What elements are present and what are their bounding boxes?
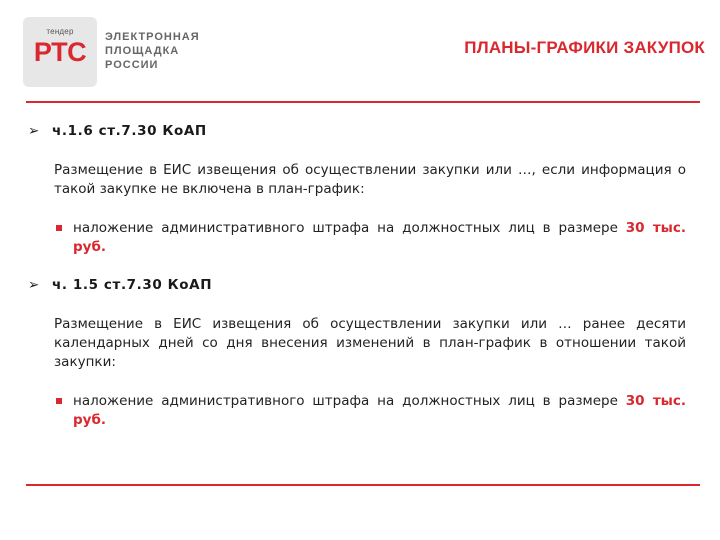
section-paragraph: Размещение в ЕИС извещения об осуществлении закупки или … ранее десяти календарных дней со дня внесения изменений в план-график в отношении такой закупки: bbox=[54, 316, 686, 370]
penalty-bullet bbox=[54, 392, 686, 430]
page-title: ПЛАНЫ-ГРАФИКИ ЗАКУПОК bbox=[464, 38, 705, 57]
section-paragraph: Размещение в ЕИС извещения об осуществлении закупки или …, если информация о такой закупке не включена в план-график: bbox=[54, 162, 686, 197]
arrow-bullet-icon: ➢ bbox=[28, 277, 40, 293]
rts-logo bbox=[23, 17, 97, 87]
logo-caption-line: ПЛОЩАДКА bbox=[105, 45, 180, 57]
section-heading bbox=[28, 277, 212, 293]
logo-caption-line: РОССИИ bbox=[105, 59, 159, 71]
penalty-text: наложение административного штрафа на должностных лиц в размере bbox=[73, 393, 626, 409]
square-bullet-icon bbox=[56, 398, 62, 404]
logo-caption-line: ЭЛЕКТРОННАЯ bbox=[105, 31, 200, 43]
penalty-amount: 30 тыс. руб. bbox=[73, 393, 686, 428]
bottom-divider bbox=[26, 484, 700, 486]
logo-small-text: тендер bbox=[46, 27, 74, 36]
penalty-text: наложение административного штрафа на должностных лиц в размере bbox=[73, 220, 626, 236]
logo-big-text: РТС bbox=[33, 37, 87, 67]
penalty-bullet bbox=[54, 219, 686, 257]
logo-caption bbox=[105, 30, 200, 72]
section-heading bbox=[28, 123, 207, 139]
arrow-bullet-icon: ➢ bbox=[28, 123, 40, 139]
section-heading-text: ч. 1.5 ст.7.30 КоАП bbox=[52, 277, 213, 293]
section-heading-text: ч.1.6 ст.7.30 КоАП bbox=[52, 123, 207, 139]
square-bullet-icon bbox=[56, 225, 62, 231]
top-divider bbox=[26, 101, 700, 103]
penalty-amount: 30 тыс. руб. bbox=[73, 220, 686, 255]
